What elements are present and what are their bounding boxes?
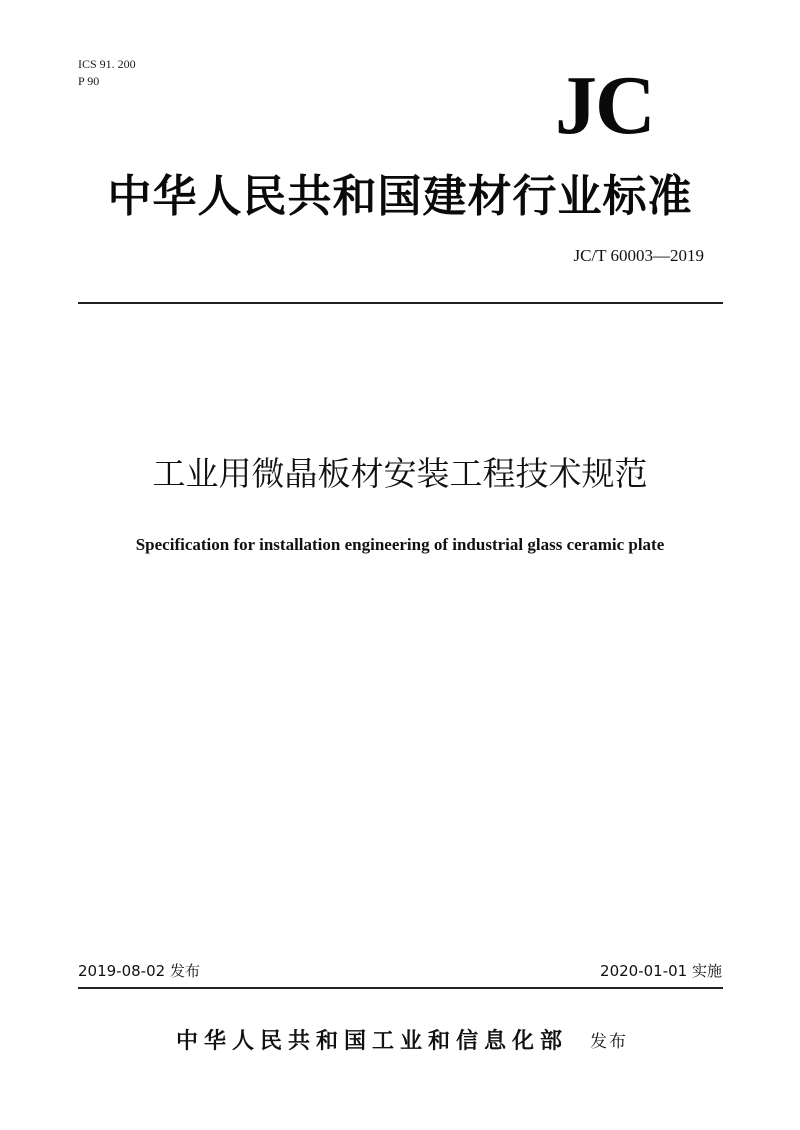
jc-logo: JC bbox=[555, 59, 654, 152]
document-title-chinese: 工业用微晶板材安装工程技术规范 bbox=[152, 454, 648, 493]
classification-codes bbox=[78, 56, 136, 90]
standard-category-title: 中华人民共和国建材行业标准 bbox=[107, 171, 693, 222]
ics-code: ICS 91. 200 bbox=[78, 57, 136, 71]
implementation-date: 2020-01-01 实施 bbox=[600, 962, 722, 980]
document-title-english: Specification for installation engineering of industrial glass ceramic plate bbox=[135, 535, 665, 554]
standard-number: JC/T 60003—2019 bbox=[573, 246, 704, 265]
issue-date: 2019-08-02 发布 bbox=[78, 962, 200, 980]
footer-divider bbox=[78, 987, 723, 989]
header-divider bbox=[78, 302, 723, 304]
publish-label: 发布 bbox=[590, 1032, 628, 1052]
ccs-code: P 90 bbox=[78, 74, 100, 88]
publisher-name: 中华人民共和国工业和信息化部 bbox=[176, 1028, 569, 1054]
